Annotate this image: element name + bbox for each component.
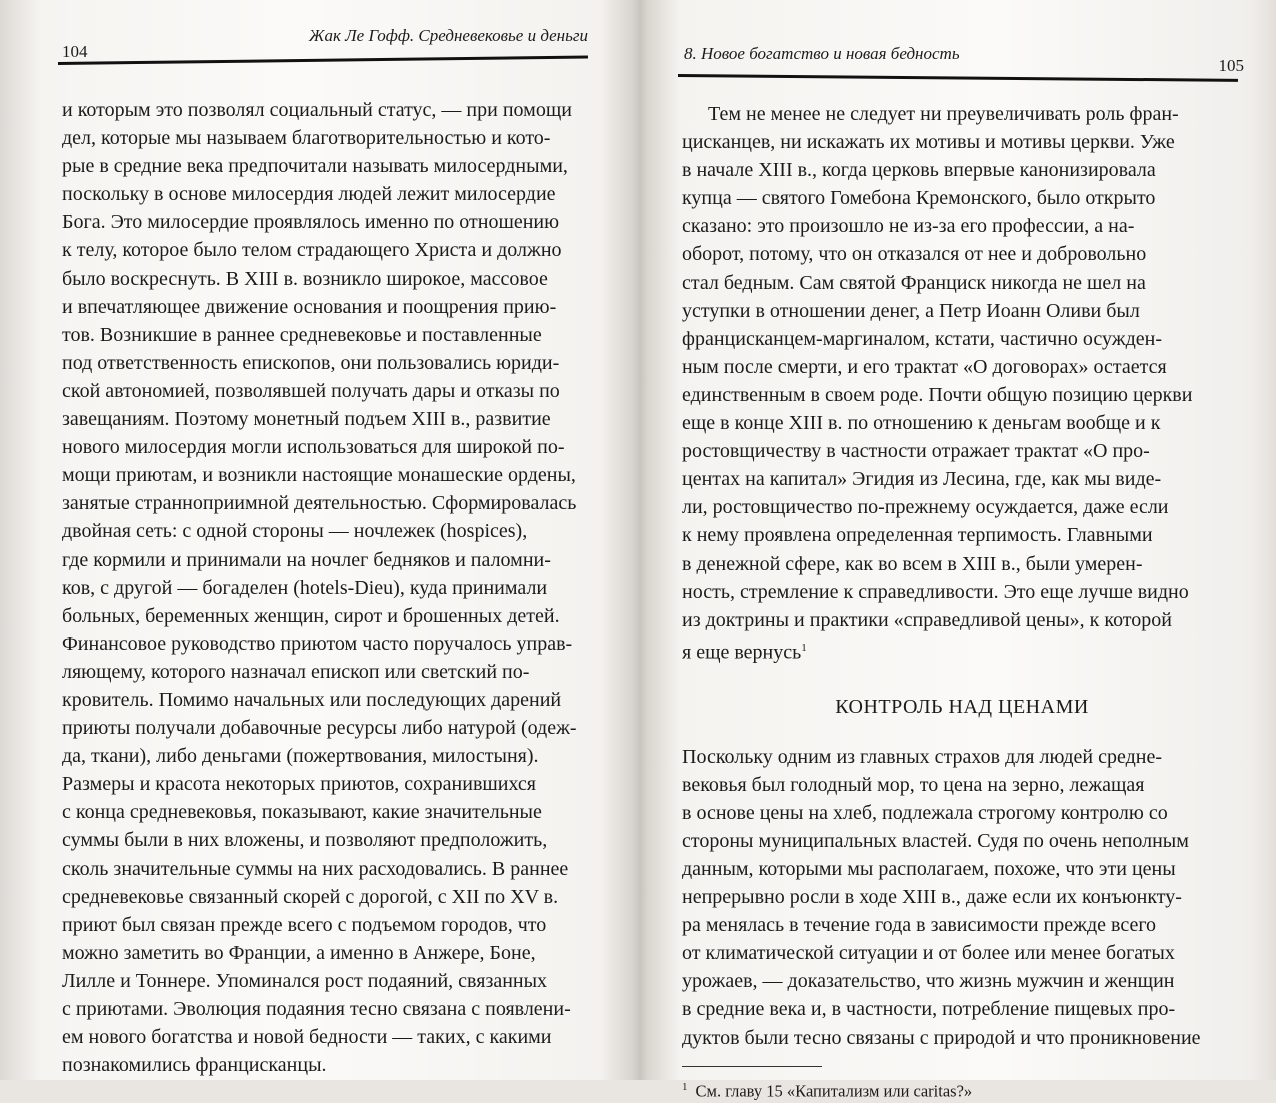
text-line: средневековье связанный скорей с дорогой, с XII по XV в.	[62, 885, 559, 908]
text-line: с конца средневековья, показывают, какие значительные	[62, 801, 542, 824]
footnote-rule	[682, 1066, 822, 1067]
text-line: можно заметить во Франции, а именно в Анжере, Боне,	[62, 941, 536, 964]
text-line: мощи приютам, и возникли настоящие монашеские ордены,	[62, 464, 576, 487]
text-line: приюты получали добавочные ресурсы либо натурой (одеж-	[62, 717, 577, 740]
section-heading: КОНТРОЛЬ НАД ЦЕНАМИ	[835, 695, 1089, 718]
left-page	[0, 0, 638, 1080]
text-line: Бога. Это милосердие проявлялось именно по отношению	[62, 211, 560, 234]
text-line: сказано: это произошло не из-за его профессии, а на-	[682, 215, 1135, 238]
text-line: в денежной сфере, как во всем в XIII в., были умерен-	[682, 552, 1143, 575]
text-line: в начале XIII в., когда церковь впервые канонизировала	[682, 159, 1156, 182]
text-line: Поскольку одним из главных страхов для людей средне-	[682, 745, 1163, 768]
text-line: ли, ростовщичество по-прежнему осуждается, даже если	[682, 496, 1169, 519]
text-line: центах на капитал» Эгидия из Лесина, где, как мы виде-	[682, 468, 1162, 491]
page-number: 105	[1218, 56, 1244, 75]
text-line: да, ткани), либо деньгами (пожертвования, милостыня).	[62, 745, 539, 768]
text-line: нового милосердия могли использоваться для широкой по-	[62, 436, 565, 459]
text-line: сколь значительные суммы на них расходовались. В раннее	[62, 857, 569, 880]
text-line: с приютами. Эволюция подаяния тесно связана с появлени-	[62, 998, 571, 1020]
text-line: ра менялась в течение года в зависимости прежде всего	[682, 914, 1157, 937]
text-line: тов. Возникшие в раннее средневековье и поставленные	[62, 323, 542, 346]
header-rule	[58, 56, 588, 65]
footnote-number: 1	[682, 1080, 688, 1093]
text-line: Тем не менее не следует ни преувеличивать роль фран-	[708, 103, 1179, 125]
paragraph-before-heading	[682, 100, 1242, 667]
text-line: уступки в отношении денег, а Петр Иоанн Оливи был	[682, 299, 1140, 322]
paragraph-after-heading	[682, 743, 1242, 1052]
text-line: поскольку в основе милосердия людей лежит милосердие	[62, 183, 556, 206]
text-line: приют был связан прежде всего с подъемом городов, что	[62, 913, 547, 936]
text-line: познакомились францисканцы.	[62, 1054, 327, 1077]
text-line: из доктрины и практики «справедливой цены», к которой	[682, 608, 1172, 631]
text-line: Лилле и Тоннере. Упоминался рост подаяний, связанных	[62, 969, 548, 992]
text-line: ным после смерти, и его трактат «О договорах» остается	[682, 355, 1167, 378]
text-line: к нему проявлена определенная терпимость. Главными	[682, 524, 1153, 547]
text-line: и которым это позволял социальный статус, — при помощи	[62, 99, 572, 121]
text-line: где кормили и принимали на ночлег бедняков и паломни-	[62, 548, 551, 571]
text-line: оборот, потому, что он отказался от нее и добровольно	[682, 243, 1147, 266]
footnote	[682, 1075, 1242, 1103]
text-line: стороны муниципальных властей. Судя по очень неполным	[682, 829, 1189, 852]
right-page-body	[682, 100, 1242, 1103]
text-line: ков, с другой — богаделен (hotels-Dieu), куда принимали	[62, 576, 548, 599]
text-line: еще в конце XIII в. по отношению к деньгам вообще и к	[682, 412, 1161, 435]
text-line: дуктов были тесно связаны с природой и что проникновение	[682, 1026, 1201, 1049]
text-line: цисканцев, ни искажать их мотивы и мотивы церкви. Уже	[682, 131, 1175, 154]
text-line: Размеры и красота некоторых приютов, сохранившихся	[62, 773, 537, 796]
text-line: ность, стремление к справедливости. Это еще лучше видно	[682, 580, 1189, 603]
left-page-body	[62, 96, 578, 1079]
text-line: под ответственность епископов, они пользовались юриди-	[62, 351, 560, 374]
header-rule	[678, 74, 1238, 82]
left-page-header	[58, 18, 588, 72]
text-line: ляющему, которого назначал епископ или светский по-	[62, 660, 530, 683]
text-line: францисканцем-маргиналом, кстати, частично осужден-	[682, 327, 1163, 350]
text-line: ем нового богатства и новой бедности — таких, с какими	[62, 1026, 552, 1049]
text-line: было воскреснуть. В XIII в. возникло широкое, массовое	[62, 267, 548, 290]
footnote-marker: 1	[801, 641, 807, 654]
text-line: от климатической ситуации и от более или менее богатых	[682, 942, 1175, 965]
page-number: 104	[62, 42, 88, 61]
text-line: кровитель. Помимо начальных или последующих дарений	[62, 688, 562, 711]
text-line: к телу, которое было телом страдающего Христа и должно	[62, 239, 562, 262]
running-title: Жак Ле Гофф. Средневековье и деньги	[308, 26, 588, 45]
text-line: вековья был голодный мор, то цена на зерно, лежащая	[682, 773, 1145, 796]
text-line: урожаев, — доказательство, что жизнь мужчин и женщин	[682, 970, 1175, 993]
text-line: больных, беременных женщин, сирот и брошенных детей.	[62, 604, 560, 627]
text-line: занятые странноприимной деятельностью. Сформировалась	[62, 492, 577, 515]
text-line: в основе цены на хлеб, подлежала строгому контролю со	[682, 801, 1168, 824]
text-line: двойная сеть: с одной стороны — ночлежек (hospices),	[62, 520, 528, 543]
text-line: завещаниям. Поэтому монетный подъем XIII в., развитие	[62, 408, 551, 431]
text-line: рые в средние века предпочитали называть милосердными,	[62, 155, 568, 178]
text-line: Финансовое руководство приютом часто поручалось управ-	[62, 632, 573, 655]
footnote-text: См. главу 15 «Капитализм или caritas?»	[695, 1081, 973, 1101]
text-line: суммы были в них вложены, и позволяют предположить,	[62, 829, 548, 852]
text-line: единственным в своем роде. Почти общую позицию церкви	[682, 383, 1193, 406]
right-page	[638, 0, 1276, 1101]
text-line: ской автономией, позволявшей получать дары и отказы по	[62, 379, 560, 402]
text-line: в средние века и, в частности, потребление пищевых про-	[682, 998, 1176, 1021]
text-line: данным, которыми мы располагаем, похоже, что эти цены	[682, 858, 1176, 880]
running-title: 8. Новое богатство и новая бедность	[684, 44, 960, 63]
text-line: ростовщичеству в частности отражает трактат «О про-	[682, 440, 1150, 463]
text-line: купца — святого Гомебона Кремонского, было открыто	[682, 187, 1156, 210]
text-line: я еще вернусь$^1$	[682, 641, 807, 664]
text-line: дел, которые мы называем благотворительностью и кото-	[62, 127, 551, 150]
text-line: стал бедным. Сам святой Франциск никогда не шел на	[682, 271, 1146, 294]
text-line: непрерывно росли в ходе XIII в., даже если их конъюнкту-	[682, 886, 1182, 909]
right-page-header	[678, 18, 1248, 75]
text-line: и впечатляющее движение основания и поощрения прию-	[62, 295, 557, 318]
